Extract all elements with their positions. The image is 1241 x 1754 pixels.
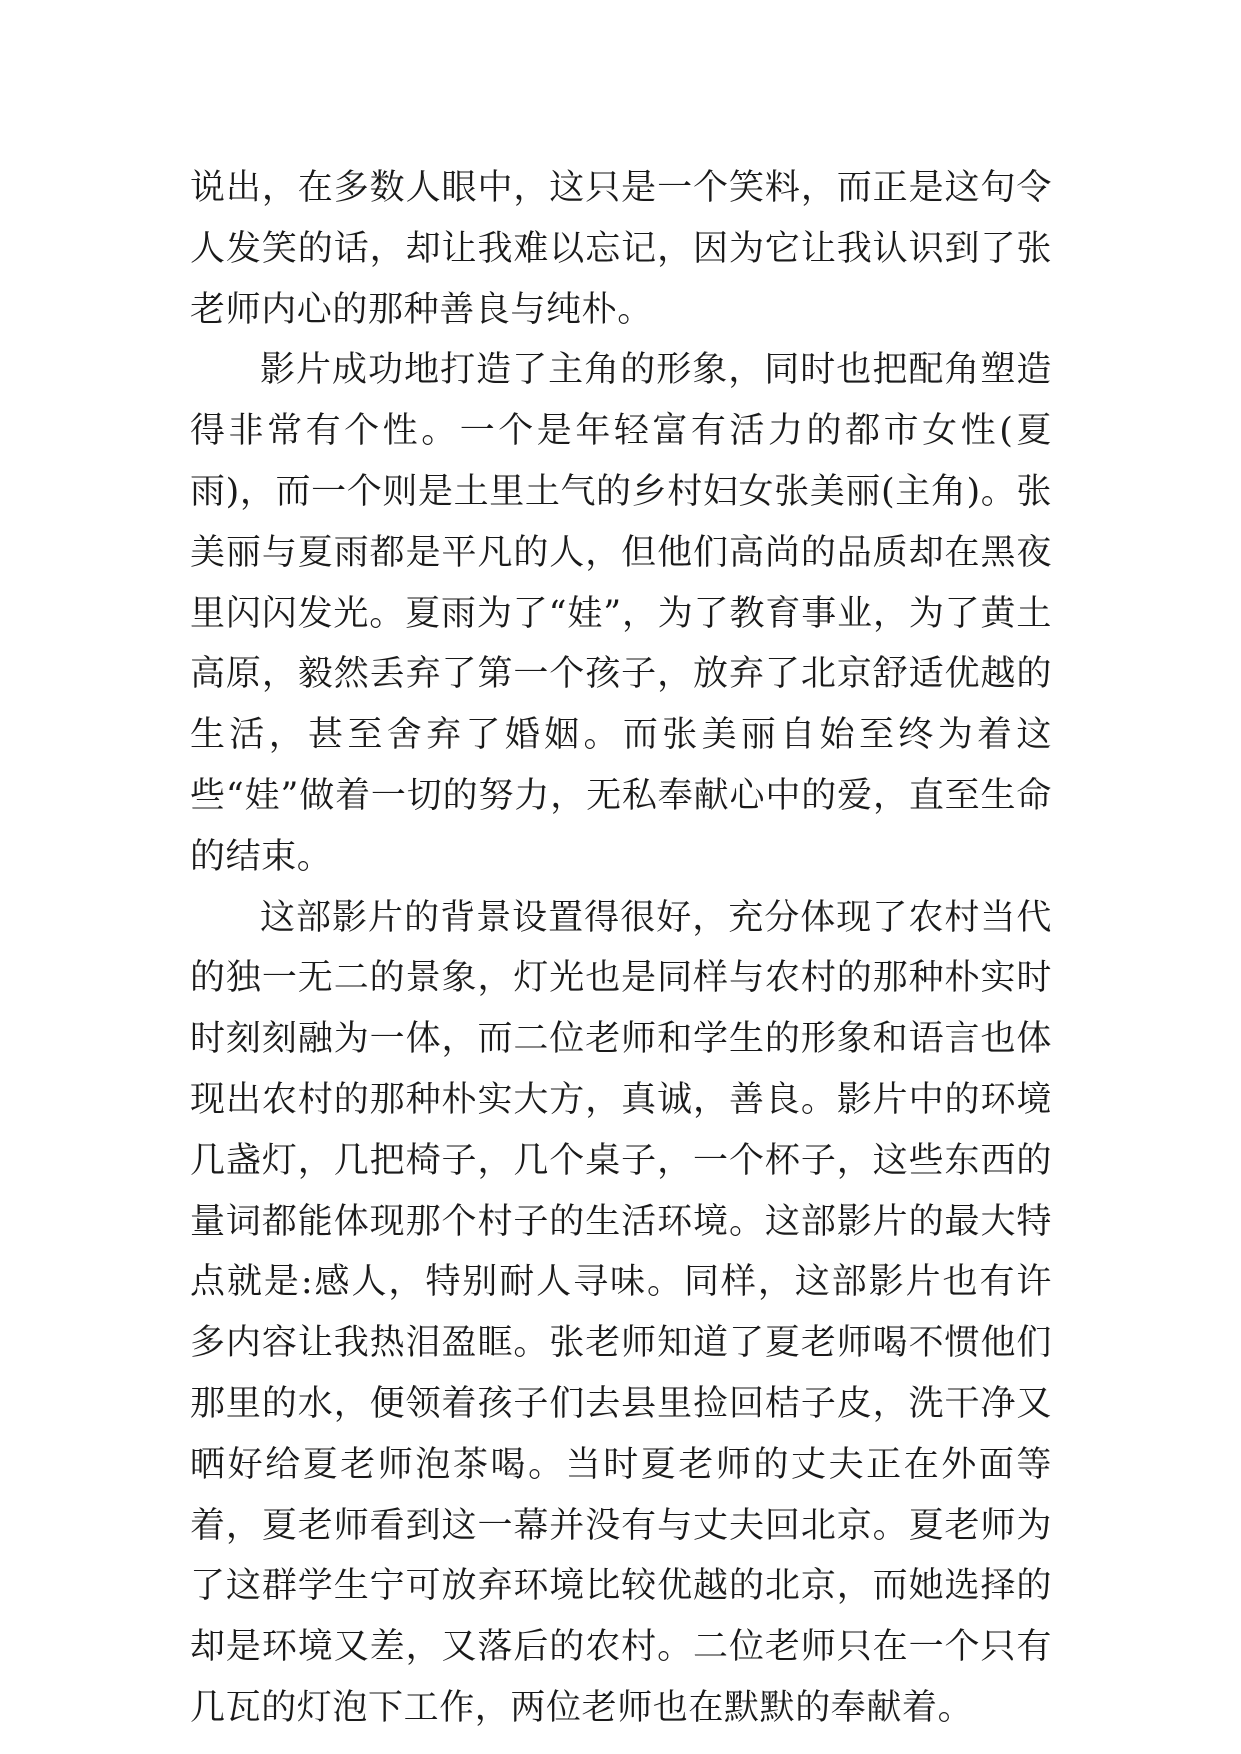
body-text [190, 158, 1052, 1739]
paragraph-setting: 这部影片的背景设置得很好，充分体现了农村当代的独一无二的景象，灯光也是同样与农村的那种朴实时时刻刻融为一体，而二位老师和学生的形象和语言也体现出农村的那种朴实大方，真诚，善良。影片中的环境几盏灯，几把椅子，几个桌子，一个杯子，这些东西的量词都能体现那个村子的生活环境。这部影片的最大特点就是:感人，特别耐人寻味。同样，这部影片也有许多内容让我热泪盈眶。张老师知道了夏老师喝不惯他们那里的水，便领着孩子们去县里捡回桔子皮，洗干净又晒好给夏老师泡茶喝。当时夏老师的丈夫正在外面等着，夏老师看到这一幕并没有与丈夫回北京。夏老师为了这群学生宁可放弃环境比较优越的北京，而她选择的却是环境又差，又落后的农村。二位老师只在一个只有几瓦的灯泡下工作，两位老师也在默默的奉献着。 [190, 897, 1052, 1728]
paragraph-continuation: 说出，在多数人眼中，这只是一个笑料，而正是这句令人发笑的话，却让我难以忘记，因为它让我认识到了张老师内心的那种善良与纯朴。 [190, 168, 1052, 330]
paragraph-characters: 影片成功地打造了主角的形象，同时也把配角塑造得非常有个性。一个是年轻富有活力的都市女性(夏雨)，而一个则是土里土气的乡村妇女张美丽(主角)。张美丽与夏雨都是平凡的人，但他们高尚的品质却在黑夜里闪闪发光。夏雨为了“娃”，为了教育事业，为了黄土高原，毅然丢弃了第一个孩子，放弃了北京舒适优越的生活，甚至舍弃了婚姻。而张美丽自始至终为着这些“娃”做着一切的努力，无私奉献心中的爱，直至生命的结束。 [190, 350, 1052, 877]
